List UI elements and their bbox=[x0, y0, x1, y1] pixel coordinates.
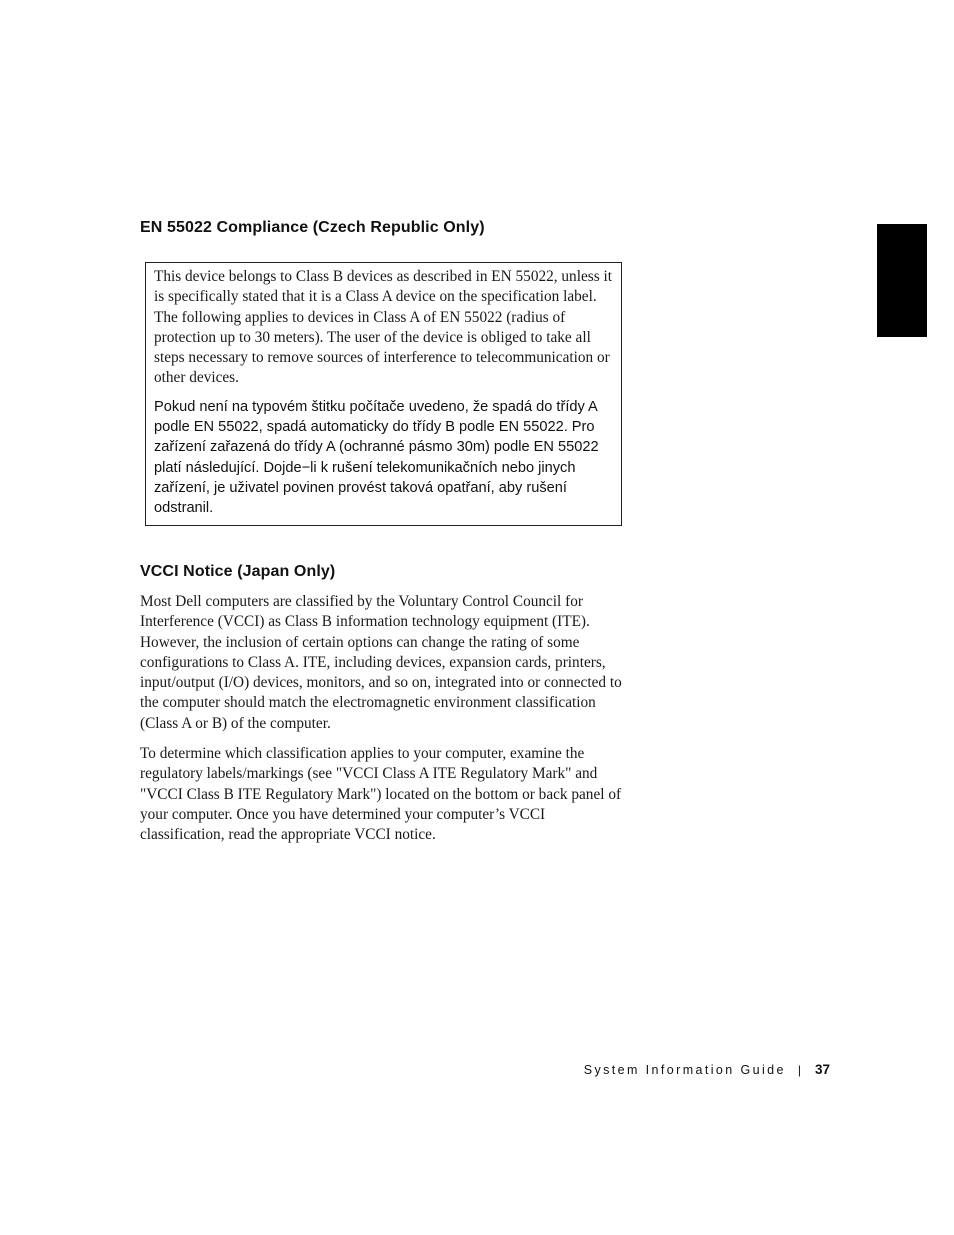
footer-guide-title: System Information Guide bbox=[583, 1062, 786, 1077]
footer-separator: | bbox=[797, 1062, 801, 1077]
section-heading-en55022: EN 55022 Compliance (Czech Republic Only) bbox=[140, 219, 485, 236]
notice-english-text: This device belongs to Class B devices as described in EN 55022, unless it is specifically stated that it is a Class A device on the specification label. The following applies to devices in Class A of EN 55022 (radius of protection up to 30 meters). The user of the device is obliged to take all steps necessary to remove sources of interference to telecommunication or other devices. bbox=[154, 268, 612, 387]
section-heading-vcci: VCCI Notice (Japan Only) bbox=[140, 563, 336, 580]
page-number: 37 bbox=[814, 1062, 830, 1077]
page-footer bbox=[584, 1062, 830, 1077]
vcci-paragraph-1: Most Dell computers are classified by the Voluntary Control Council for Interference (VCCI) as Class B information technology equipment (ITE). However, the inclusion of certain options can change the rating of some configurations to Class A. ITE, including devices, expansion cards, printers, input/output (I/O) devices, monitors, and so on, integrated into or connected to the computer should match the electromagnetic environment classification (Class A or B) of the computer. bbox=[140, 593, 622, 732]
notice-czech-text: Pokud není na typovém štitku počítače uvedeno, že spadá do třídy A podle EN 55022, spadá automaticky do třídy B podle EN 55022. Pro zařízení zařazená do třídy A (ochranné pásmo 30m) podle EN 55022 platí následující. Dojde−li k rušení telekomunikačních nebo jinych zařízení, je uživatel povinen provést taková opatřaní, aby rušení odstranil. bbox=[154, 398, 599, 517]
en55022-notice-box bbox=[145, 262, 622, 526]
vcci-paragraph-2: To determine which classification applies to your computer, examine the regulatory labels/markings (see "VCCI Class A ITE Regulatory Mark" and "VCCI Class B ITE Regulatory Mark") located on the bottom or back panel of your computer. Once you have determined your computer’s VCCI classification, read the appropriate VCCI notice. bbox=[140, 745, 622, 844]
section-tab-marker bbox=[877, 224, 927, 337]
